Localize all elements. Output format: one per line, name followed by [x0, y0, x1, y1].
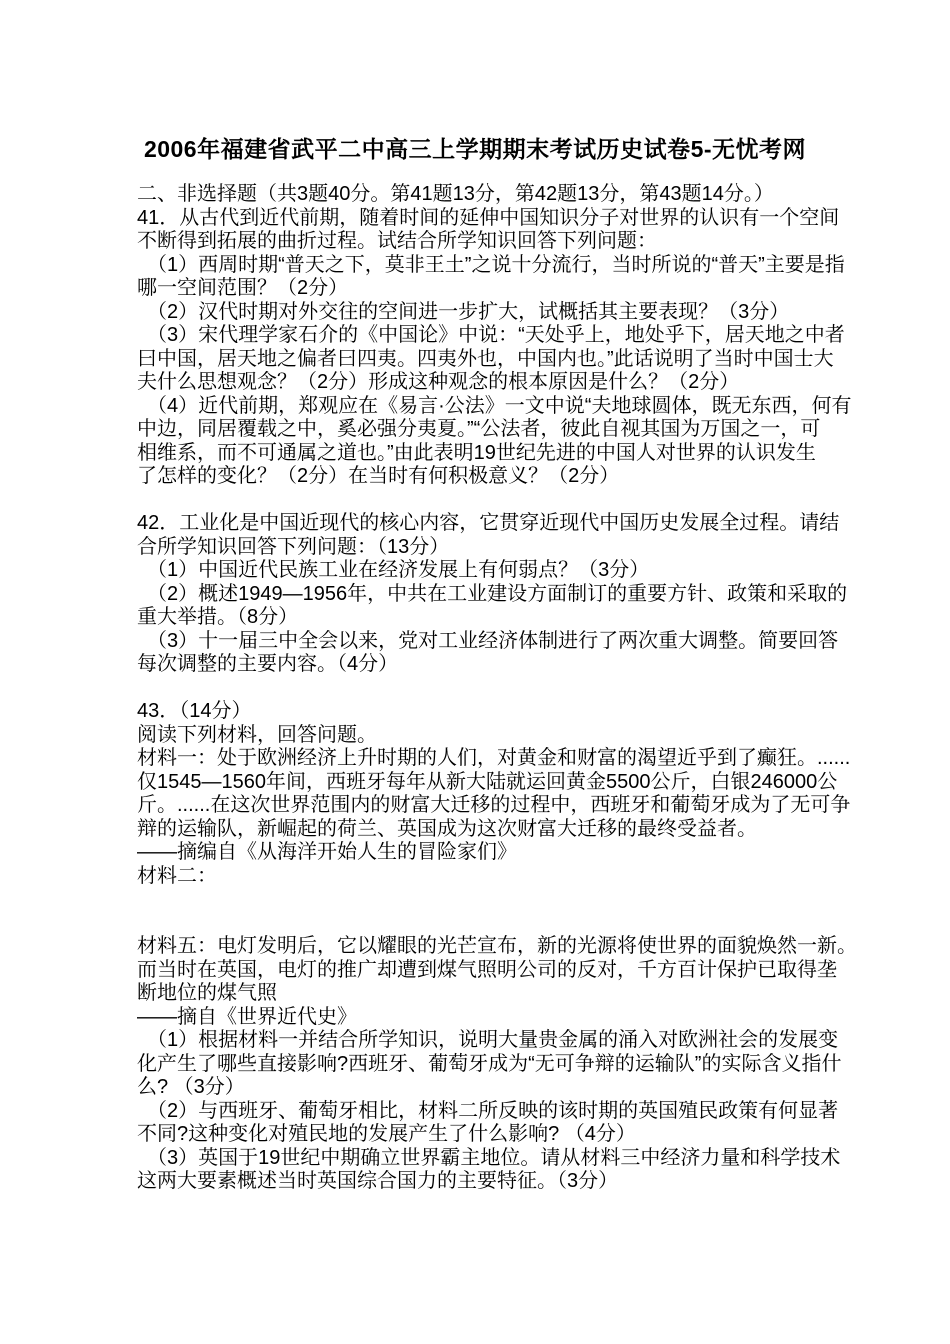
text-line: 了怎样的变化？（2分）在当时有何积极意义？（2分）	[137, 465, 620, 487]
text-line: 不同?这种变化对殖民地的发展产生了什么影响? （4分）	[137, 1123, 636, 1145]
text-line: ——摘编自《从海洋开始人生的冒险家们》	[137, 841, 517, 863]
text-line: （1）根据材料一并结合所学知识，说明大量贵金属的涌入对欧洲社会的发展变	[147, 1029, 839, 1051]
text-line: 材料一：处于欧洲经济上升时期的人们，对黄金和财富的渴望近乎到了癫狂。......	[137, 747, 851, 769]
text-line: 曰中国，居天地之偏者曰四夷。四夷外也，中国内也。”此话说明了当时中国士大	[137, 347, 834, 370]
text-line: 辩的运输队，新崛起的荷兰、英国成为这次财富大迁移的最终受益者。	[137, 817, 757, 840]
text-line: 每次调整的主要内容。（4分）	[137, 653, 399, 675]
text-line: 合所学知识回答下列问题：（13分）	[137, 535, 450, 558]
blank-line	[137, 912, 827, 936]
text-line: 斤。......在这次世界范围内的财富大迁移的过程中，西班牙和葡萄牙成为了无可争	[137, 794, 851, 816]
text-line: （3）十一届三中全会以来，党对工业经济体制进行了两次重大调整。简要回答	[147, 629, 839, 652]
text-line: （3）宋代理学家石介的《中国论》中说：“天处乎上，地处乎下，居天地之中者	[147, 324, 845, 346]
text-line: 仅1545—1560年间，西班牙每年从新大陆就运回黄金5500公斤，白银246000公	[137, 770, 838, 793]
text-line: 不断得到拓展的曲折过程。试结合所学知识回答下列问题：	[137, 230, 657, 252]
text-line: 阅读下列材料，回答问题。	[137, 723, 377, 746]
text-line: 二、非选择题（共3题40分。第41题13分，第42题13分，第43题14分。）	[137, 183, 774, 205]
text-line: 而当时在英国，电灯的推广却遭到煤气照明公司的反对，千方百计保护已取得垄	[137, 958, 837, 981]
text-line: 化产生了哪些直接影响?西班牙、葡萄牙成为“无可争辩的运输队”的实际含义指什	[137, 1052, 842, 1075]
text-line: 么? （3分）	[137, 1076, 245, 1098]
blank-line	[137, 888, 827, 912]
text-line: （1）中国近代民族工业在经济发展上有何弱点？（3分）	[147, 559, 650, 581]
text-line: （1）西周时期“普天之下，莫非王土”之说十分流行，当时所说的“普天”主要是指	[147, 253, 845, 276]
text-line: 夫什么思想观念？（2分）形成这种观念的根本原因是什么？（2分）	[137, 371, 740, 393]
text-line: ——摘自《世界近代史》	[137, 1005, 357, 1028]
text-line: 断地位的煤气照	[137, 982, 277, 1004]
text-line: 材料二：	[137, 864, 217, 887]
blank-line	[137, 677, 827, 701]
text-line: （2）概述1949—1956年，中共在工业建设方面制订的重要方针、政策和采取的	[147, 582, 848, 605]
text-line: 相维系，而不可通属之道也。”由此表明19世纪先进的中国人对世界的认识发生	[137, 441, 816, 464]
text-line: 哪一空间范围？（2分）	[137, 277, 349, 299]
blank-line	[137, 489, 827, 513]
text-line: 这两大要素概述当时英国综合国力的主要特征。（3分）	[137, 1170, 619, 1192]
text-line: （2）汉代时期对外交往的空间进一步扩大，试概括其主要表现？（3分）	[147, 300, 790, 323]
text-line: （4）近代前期，郑观应在《易言·公法》一文中说“夫地球圆体，既无东西，何有	[147, 394, 852, 417]
document-body	[137, 183, 857, 1194]
text-line: （2）与西班牙、葡萄牙相比，材料二所反映的该时期的英国殖民政策有何显著	[147, 1099, 839, 1122]
text-line: 重大举措。（8分）	[137, 606, 299, 628]
document-title: 2006年福建省武平二中高三上学期期末考试历史试卷5-无忧考网	[143, 136, 807, 162]
text-line: （3）英国于19世纪中期确立世界霸主地位。请从材料三中经济力量和科学技术	[147, 1146, 841, 1169]
text-line: 43．（14分）	[137, 700, 252, 722]
text-line: 材料五：电灯发明后，它以耀眼的光芒宣布，新的光源将使世界的面貌焕然一新。	[137, 935, 857, 957]
text-line: 中边，同居覆载之中，奚必强分夷夏。”“公法者，彼此自视其国为万国之一，可	[137, 418, 821, 440]
text-line: 42．工业化是中国近现代的核心内容，它贯穿近现代中国历史发展全过程。请结	[137, 512, 840, 534]
text-line: 41．从古代到近代前期，随着时间的延伸中国知识分子对世界的认识有一个空间	[137, 206, 840, 229]
